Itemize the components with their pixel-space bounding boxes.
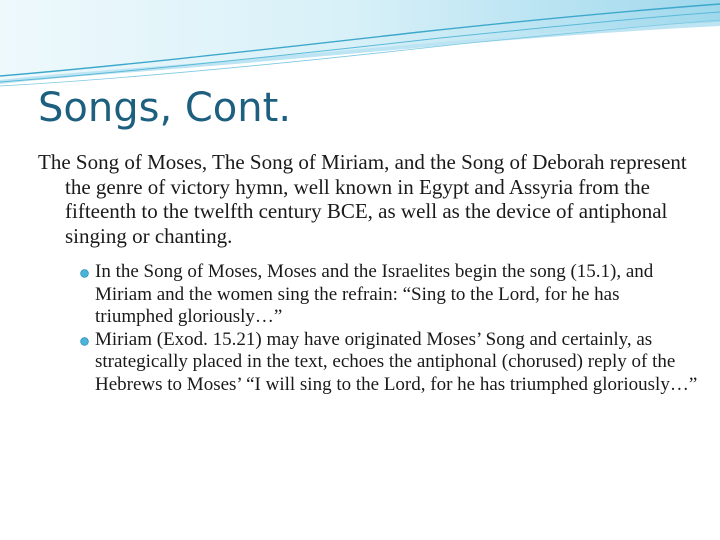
bullet-icon xyxy=(80,269,89,278)
bullet-icon xyxy=(80,337,89,346)
bullet-text: In the Song of Moses, Moses and the Israelites begin the song (15.1), and Miriam and the women sing the refrain: “Sing to the Lord, for he has triumphed gloriously…” xyxy=(95,261,654,327)
bullet-item xyxy=(38,329,698,397)
slide-title: Songs, Cont. xyxy=(38,85,292,131)
slide-body xyxy=(38,150,698,396)
bullet-list xyxy=(38,261,698,396)
main-paragraph: The Song of Moses, The Song of Miriam, and the Song of Deborah represent the genre of victory hymn, well known in Egypt and Assyria from the fifteenth to the twelfth century BCE, as well as the device of antiphonal singing or chanting. xyxy=(38,150,687,248)
bullet-item xyxy=(38,261,698,329)
bullet-text: Miriam (Exod. 15.21) may have originated Moses’ Song and certainly, as strategically placed in the text, echoes the antiphonal (chorused) reply of the Hebrews to Moses’ “I will sing to the Lord, for he has triumphed gloriously…” xyxy=(95,328,698,395)
header-wave-decoration xyxy=(0,0,720,90)
